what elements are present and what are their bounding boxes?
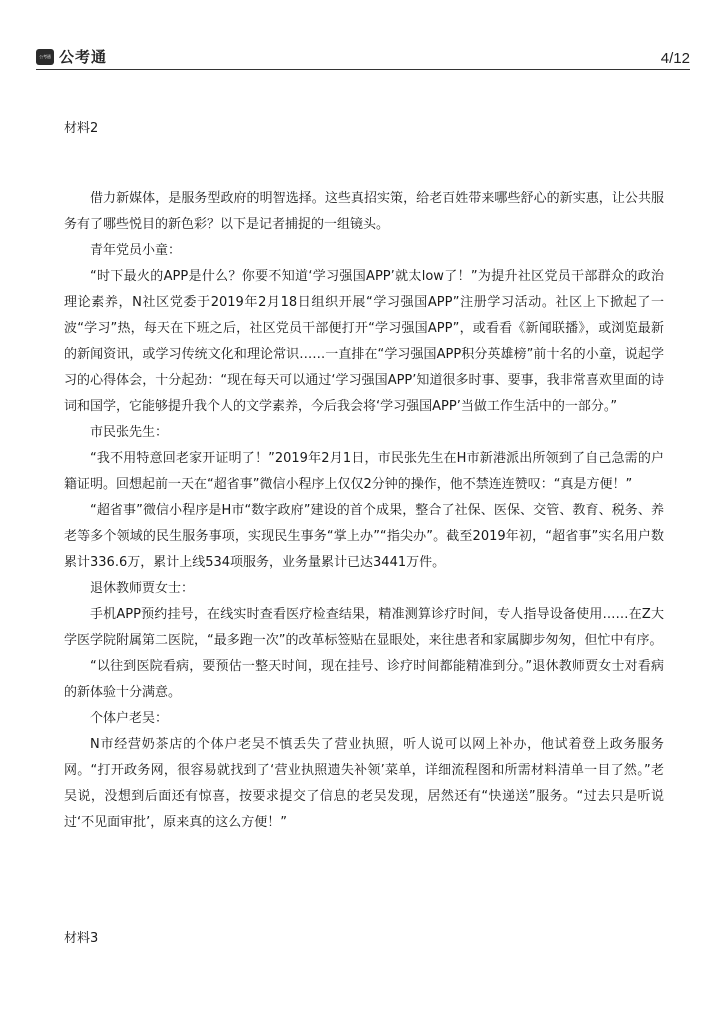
paragraph-xuexi-app: “时下最火的APP是什么？你要不知道‘学习强国APP’就太low了！”为提升社区党员干部群众的政治理论素养，N社区党委于2019年2月18日组织开展“学习强国APP”注册学习活动。社区上下掀起了一波“学习”热，每天在下班之后，社区党员干部便打开“学习强国APP”，或看看《新闻联播》，或浏览最新的新闻资讯，或学习传统文化和理论常识……一直排在“学习强国APP积分英雄榜”前十名的小童，说起学习的心得体会，十分起劲：“现在每天可以通过‘学习强国APP’知道很多时事、要事，我非常喜欢里面的诗词和国学，它能够提升我个人的文学素养，今后我会将‘学习强国APP’当做工作生活中的一部分。” (64, 269, 664, 414)
brand-name: 公考通 (59, 48, 108, 66)
material-3-label: 材料3 (64, 931, 99, 946)
brand-logo (36, 48, 107, 66)
subheading-mr-zhang: 市民张先生： (90, 425, 169, 440)
paragraph-teacher-quote: “以往到医院看病，要预估一整天时间，现在挂号、诊疗时间都能精准到分。”退休教师贾女士对看病的新体验十分满意。 (64, 659, 664, 700)
material-2-label: 材料2 (64, 121, 99, 136)
subheading-retired-teacher: 退休教师贾女士： (90, 581, 195, 596)
header-divider (36, 69, 690, 70)
paragraph-mini-program: “超省事”微信小程序是H市“数字政府”建设的首个成果，整合了社保、医保、交管、教育、税务、养老等多个领域的民生服务事项，实现民生事务“掌上办”“指尖办”。截至2019年初，“超省事”实名用户数累计336.6万，累计上线534项服务，业务量累计已达3441万件。 (64, 503, 664, 570)
logo-icon: 公考通 (36, 49, 54, 65)
page-header (36, 44, 690, 70)
paragraph-hospital: 手机APP预约挂号，在线实时查看医疗检查结果，精准测算诊疗时间，专人指导设备使用……在Z大学医学院附属第二医院，“最多跑一次”的改革标签贴在显眼处，来往患者和家属脚步匆匆，但忙中有序。 (64, 607, 664, 648)
document-body (64, 116, 664, 836)
page-number: 4/12 (660, 50, 690, 67)
paragraph-business-license: N市经营奶茶店的个体户老吴不慎丢失了营业执照，听人说可以网上补办，他试着登上政务服务网。“打开政务网，很容易就找到了‘营业执照遗失补领’菜单，详细流程图和所需材料清单一目了然。”老吴说，没想到后面还有惊喜，按要求提交了信息的老吴发现，居然还有“快递送”服务。“过去只是听说过‘不见面审批’，原来真的这么方便！” (64, 737, 664, 830)
paragraph-intro: 借力新媒体，是服务型政府的明智选择。这些真招实策，给老百姓带来哪些舒心的新实惠，让公共服务有了哪些悦目的新色彩？以下是记者捕捉的一组镜头。 (64, 191, 664, 232)
subheading-self-employed: 个体户老吴： (90, 711, 169, 726)
subheading-young-member: 青年党员小童： (90, 243, 182, 258)
paragraph-certificate: “我不用特意回老家开证明了！”2019年2月1日，市民张先生在H市新港派出所领到了自己急需的户籍证明。回想起前一天在“超省事”微信小程序上仅仅2分钟的操作，他不禁连连赞叹：“真是方便！” (64, 451, 664, 492)
